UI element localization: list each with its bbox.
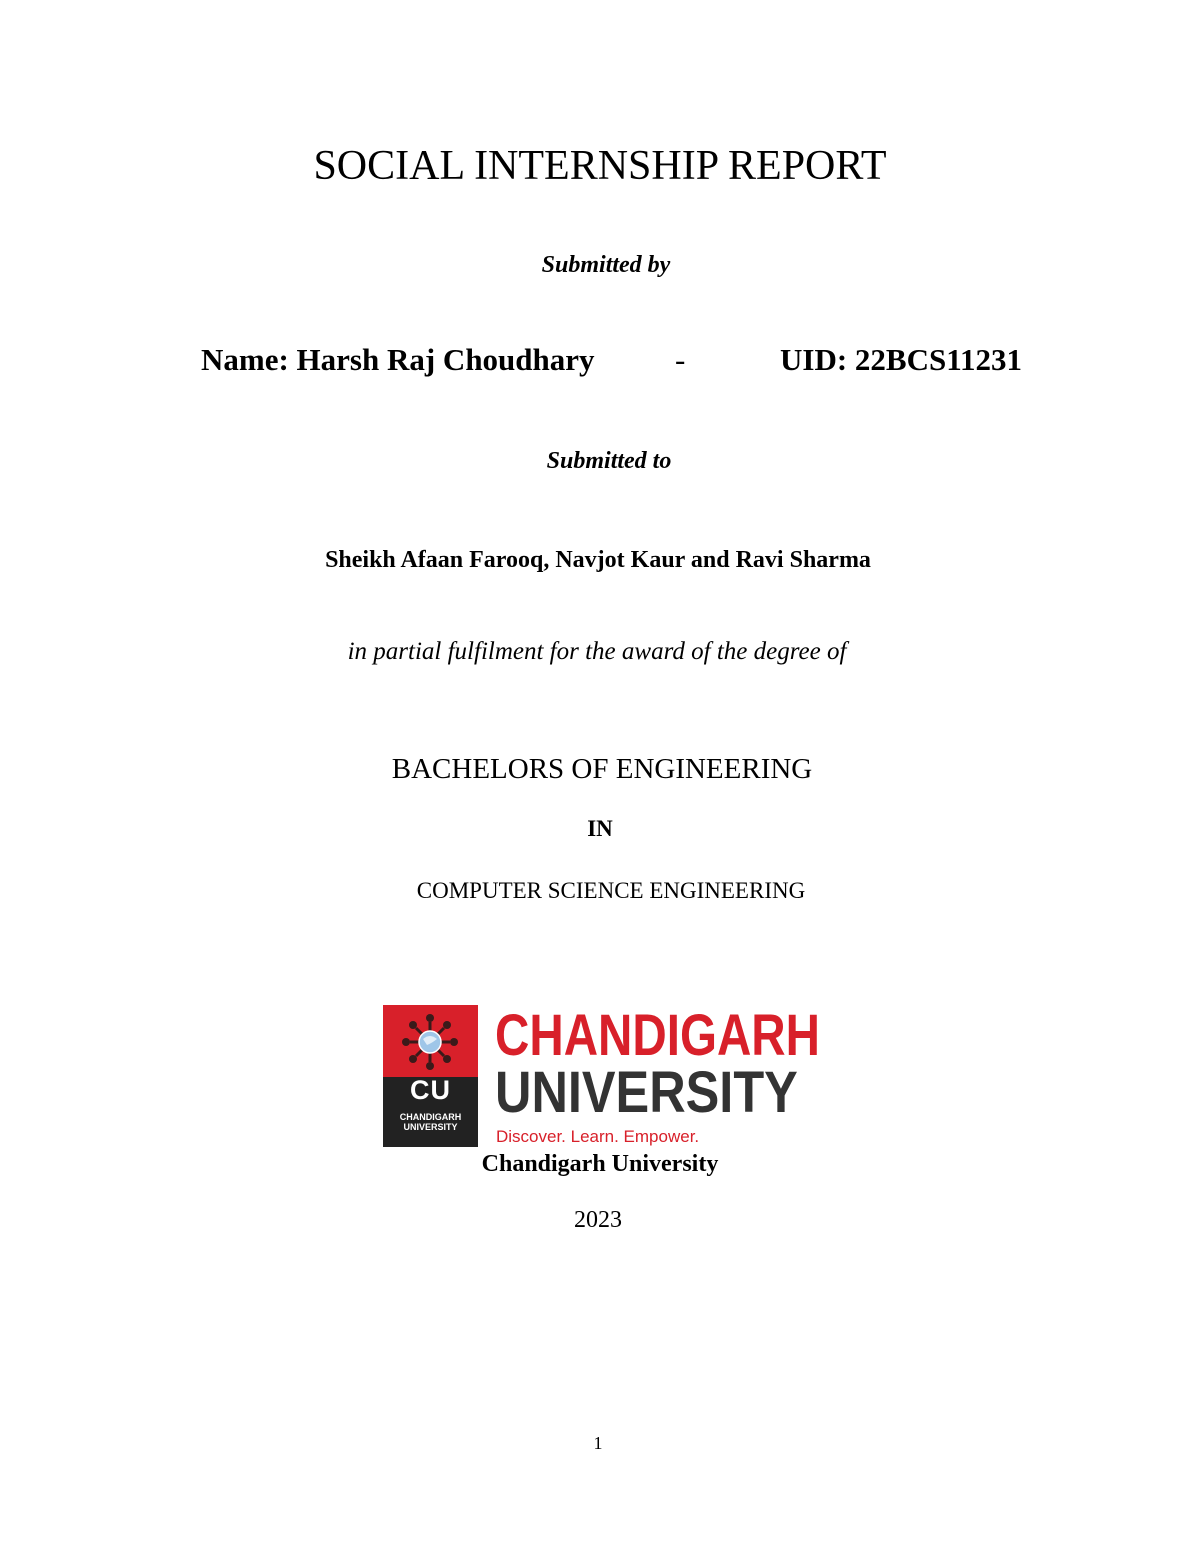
university-name: Chandigarh University	[481, 1151, 719, 1177]
logo-tagline: Discover. Learn. Empower.	[496, 1127, 700, 1146]
submitted-by-label: Submitted by	[541, 252, 671, 278]
report-title: SOCIAL INTERNSHIP REPORT	[313, 143, 887, 189]
branch-title: COMPUTER SCIENCE ENGINEERING	[416, 878, 806, 903]
separator: -	[675, 342, 686, 377]
page-number: 1	[593, 1433, 603, 1453]
fulfilment-text: in partial fulfilment for the award of the degree of	[347, 638, 847, 665]
student-line	[0, 342, 1200, 382]
student-uid: UID: 22BCS11231	[780, 342, 1023, 377]
university-logo	[383, 1005, 818, 1147]
logo-word-chandigarh: CHANDIGARH	[495, 1003, 820, 1068]
student-name: Name: Harsh Raj Choudhary	[201, 342, 595, 377]
logo-word-university: UNIVERSITY	[495, 1060, 798, 1125]
logo-small-line1: CHANDIGARH	[399, 1112, 462, 1122]
supervisors: Sheikh Afaan Farooq, Navjot Kaur and Ravi Sharma	[325, 547, 871, 573]
logo-emblem-box	[383, 1005, 478, 1147]
logo-small-text	[383, 1112, 478, 1132]
degree-title: BACHELORS OF ENGINEERING	[391, 753, 813, 785]
logo-abbr: CU	[410, 1075, 451, 1105]
report-year: 2023	[574, 1207, 622, 1233]
submitted-to-label: Submitted to	[546, 448, 672, 474]
logo-small-line2: UNIVERSITY	[403, 1122, 458, 1132]
globe-emblem-icon	[401, 1013, 459, 1071]
in-text: IN	[587, 816, 613, 841]
